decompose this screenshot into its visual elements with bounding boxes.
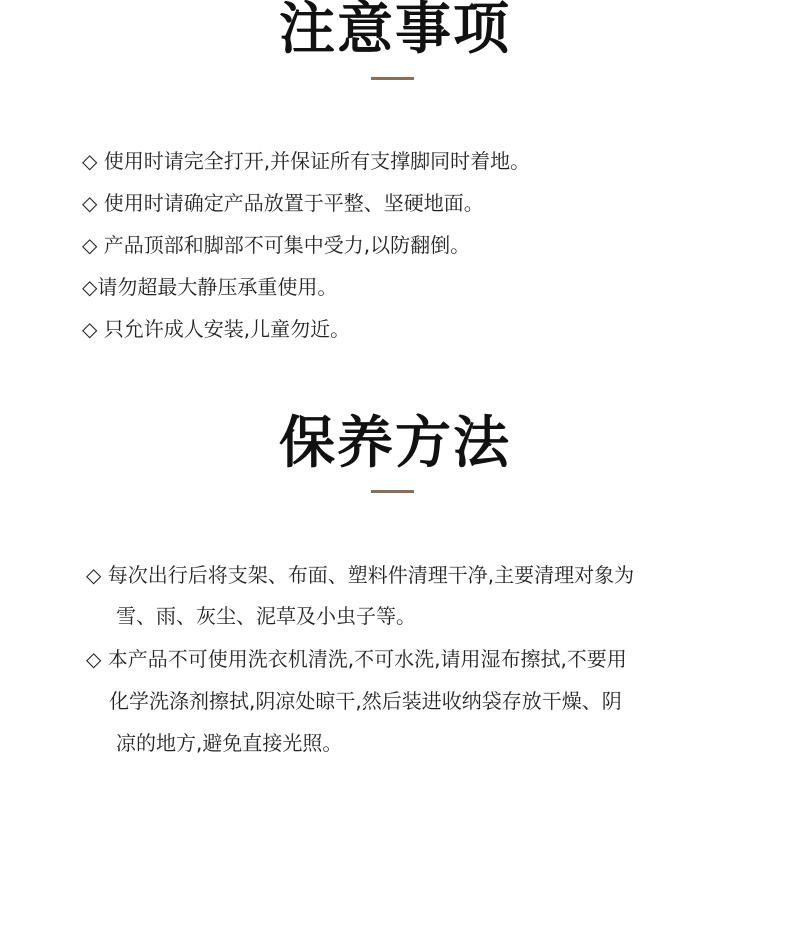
maintenance-item-2-line-3: 凉的地方,避免直接光照。 xyxy=(116,731,343,755)
maintenance-title: 保养方法 xyxy=(279,411,511,476)
note-item-5: ◇ 只允许成人安装,儿童勿近。 xyxy=(82,317,351,341)
maintenance-title-divider xyxy=(371,490,414,493)
maintenance-item-1-line-1: ◇ 每次出行后将支架、布面、塑料件清理干净,主要清理对象为 xyxy=(86,563,635,587)
note-item-3: ◇ 产品顶部和脚部不可集中受力,以防翻倒。 xyxy=(82,233,471,257)
note-item-2: ◇ 使用时请确定产品放置于平整、坚硬地面。 xyxy=(82,191,484,215)
notes-title-divider xyxy=(371,77,414,80)
maintenance-item-2-line-2: 化学洗涤剂擦拭,阴凉处晾干,然后装进收纳袋存放干燥、阴 xyxy=(109,689,622,713)
maintenance-item-1-line-2: 雪、雨、灰尘、泥草及小虫子等。 xyxy=(116,604,416,628)
maintenance-item-2-line-1: ◇ 本产品不可使用洗衣机清洗,不可水洗,请用湿布擦拭,不要用 xyxy=(86,647,627,671)
note-item-4: ◇请勿超最大静压承重使用。 xyxy=(82,275,338,299)
notes-title: 注意事项 xyxy=(279,0,511,62)
note-item-1: ◇ 使用时请完全打开,并保证所有支撑脚同时着地。 xyxy=(82,149,531,173)
